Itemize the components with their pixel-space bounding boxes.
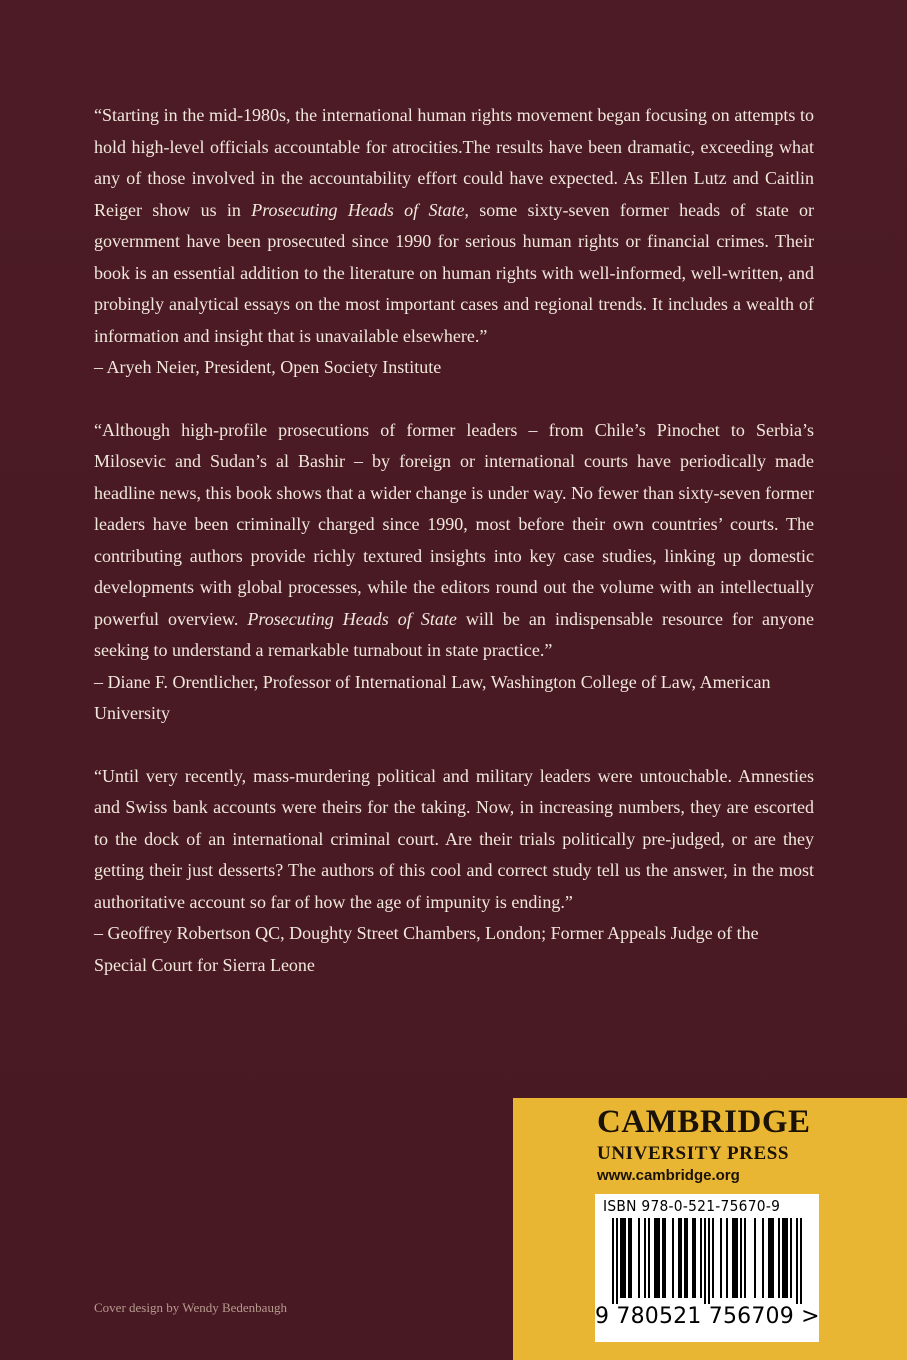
book-title-italic: Prosecuting Heads of State <box>247 608 457 629</box>
barcode-bar <box>654 1218 656 1298</box>
barcode-bar <box>754 1218 756 1298</box>
cover-design-credit: Cover design by Wendy Bedenbaugh <box>94 1300 287 1315</box>
book-title-italic: Prosecuting Heads of State, <box>251 199 469 220</box>
barcode-bar <box>784 1218 786 1298</box>
barcode-bar <box>720 1218 722 1298</box>
endorsements <box>94 100 814 1012</box>
barcode-bar <box>664 1218 666 1298</box>
barcode-bar <box>686 1218 688 1298</box>
barcode-bar <box>744 1218 746 1298</box>
quote-text-part: “Until very recently, mass-murdering political and military leaders were untouchable. Amnesties and Swiss bank accounts were theirs for the taking. Now, in increasing numbers, they are escorted to the dock of an international criminal court. Are their trials politically pre-judged, or are they getting their just desserts? The authors of this cool and correct study tell us the answer, in the most authoritative account so far of how the age of impunity is ending.” <box>94 765 814 912</box>
barcode-bar <box>704 1218 706 1304</box>
barcode-bar <box>628 1218 630 1298</box>
barcode-bar <box>656 1218 658 1298</box>
barcode-bar <box>624 1218 626 1298</box>
barcode-bar <box>762 1218 764 1298</box>
barcode-bar <box>638 1218 640 1298</box>
quote-attribution: – Geoffrey Robertson QC, Doughty Street Chambers, London; Former Appeals Judge of the Special Court for Sierra Leone <box>94 923 759 975</box>
barcode-bar <box>770 1218 772 1298</box>
barcode-bar <box>616 1218 618 1304</box>
barcode-bar <box>712 1218 714 1298</box>
publisher-url: www.cambridge.org <box>597 1167 740 1184</box>
barcode-bar <box>648 1218 650 1298</box>
quote-attribution: – Diane F. Orentlicher, Professor of International Law, Washington College of Law, American University <box>94 671 771 723</box>
quote-text <box>94 761 814 919</box>
barcode-bar <box>796 1218 798 1304</box>
publisher-name: CAMBRIDGE <box>597 1104 811 1140</box>
endorsement-quote <box>94 100 814 384</box>
barcode-bar <box>726 1218 728 1298</box>
barcode-bar <box>658 1218 660 1298</box>
barcode-bar <box>662 1218 664 1298</box>
barcode-bar <box>620 1218 622 1298</box>
barcode-bar <box>694 1218 696 1298</box>
barcode-bar <box>678 1218 680 1298</box>
barcode-bar <box>672 1218 674 1298</box>
barcode-bar <box>800 1218 802 1304</box>
barcode-bar <box>700 1218 702 1298</box>
barcode-bar <box>740 1218 742 1298</box>
barcode-bar <box>734 1218 736 1298</box>
barcode-bar <box>622 1218 624 1298</box>
barcode-bar <box>778 1218 780 1298</box>
endorsement-quote <box>94 415 814 730</box>
quote-text-part: some sixty-seven former heads of state or government have been prosecuted since 1990 for serious human rights or financial crimes. Their book is an essential addition to the literature on human rights with well-informed, well-written, and probingly analytical essays on the most important cases and regional trends. It includes a wealth of information and insight that is unavailable elsewhere.” <box>94 199 814 346</box>
publisher-press: UNIVERSITY PRESS <box>597 1143 790 1164</box>
endorsement-quote <box>94 761 814 982</box>
barcode-bar <box>630 1218 632 1298</box>
barcode-bar <box>736 1218 738 1298</box>
quote-text-part: will be an indispensable resource for anyone seeking to understand a remarkable turnabout in state practice.” <box>94 608 815 660</box>
barcode-bar <box>684 1218 686 1298</box>
barcode-bar <box>772 1218 774 1298</box>
barcode-image <box>603 1218 811 1304</box>
barcode-label <box>595 1194 819 1342</box>
barcode-bar <box>612 1218 614 1304</box>
barcode-bar <box>732 1218 734 1298</box>
publisher-panel <box>513 1098 907 1360</box>
quote-text <box>94 415 814 667</box>
barcode-bar <box>680 1218 682 1298</box>
quote-text-part: “Starting in the mid-1980s, the international human rights movement began focusing on attempts to hold high-level officials accountable for atrocities.The results have been dramatic, exceeding what any of those involved in the accountability effort could have expected. As Ellen Lutz and Caitlin Reiger show us in <box>94 105 814 220</box>
barcode-bar <box>782 1218 784 1298</box>
isbn-number: ISBN 978-0-521-75670-9 <box>603 1197 781 1215</box>
barcode-digits: 9 780521 756709 > <box>595 1304 820 1329</box>
barcode-bar <box>786 1218 788 1298</box>
quote-text-part: “Although high-profile prosecutions of former leaders – from Chile’s Pinochet to Serbia’s Milosevic and Sudan’s al Bashir – by foreign or international courts have periodically made headline news, this book shows that a wider change is under way. No fewer than sixty-seven former leaders have been criminally charged since 1990, most before their own countries’ courts. The contributing authors provide richly textured insights into key case studies, linking up domestic developments with global processes, while the editors round out the volume with an intellectually powerful overview. <box>94 419 814 629</box>
quote-text <box>94 100 814 352</box>
barcode-bar <box>768 1218 770 1298</box>
barcode-bar <box>692 1218 694 1298</box>
barcode-bar <box>708 1218 710 1304</box>
barcode-bar <box>790 1218 792 1298</box>
quote-attribution: – Aryeh Neier, President, Open Society Institute <box>94 357 442 377</box>
barcode-bar <box>644 1218 646 1298</box>
